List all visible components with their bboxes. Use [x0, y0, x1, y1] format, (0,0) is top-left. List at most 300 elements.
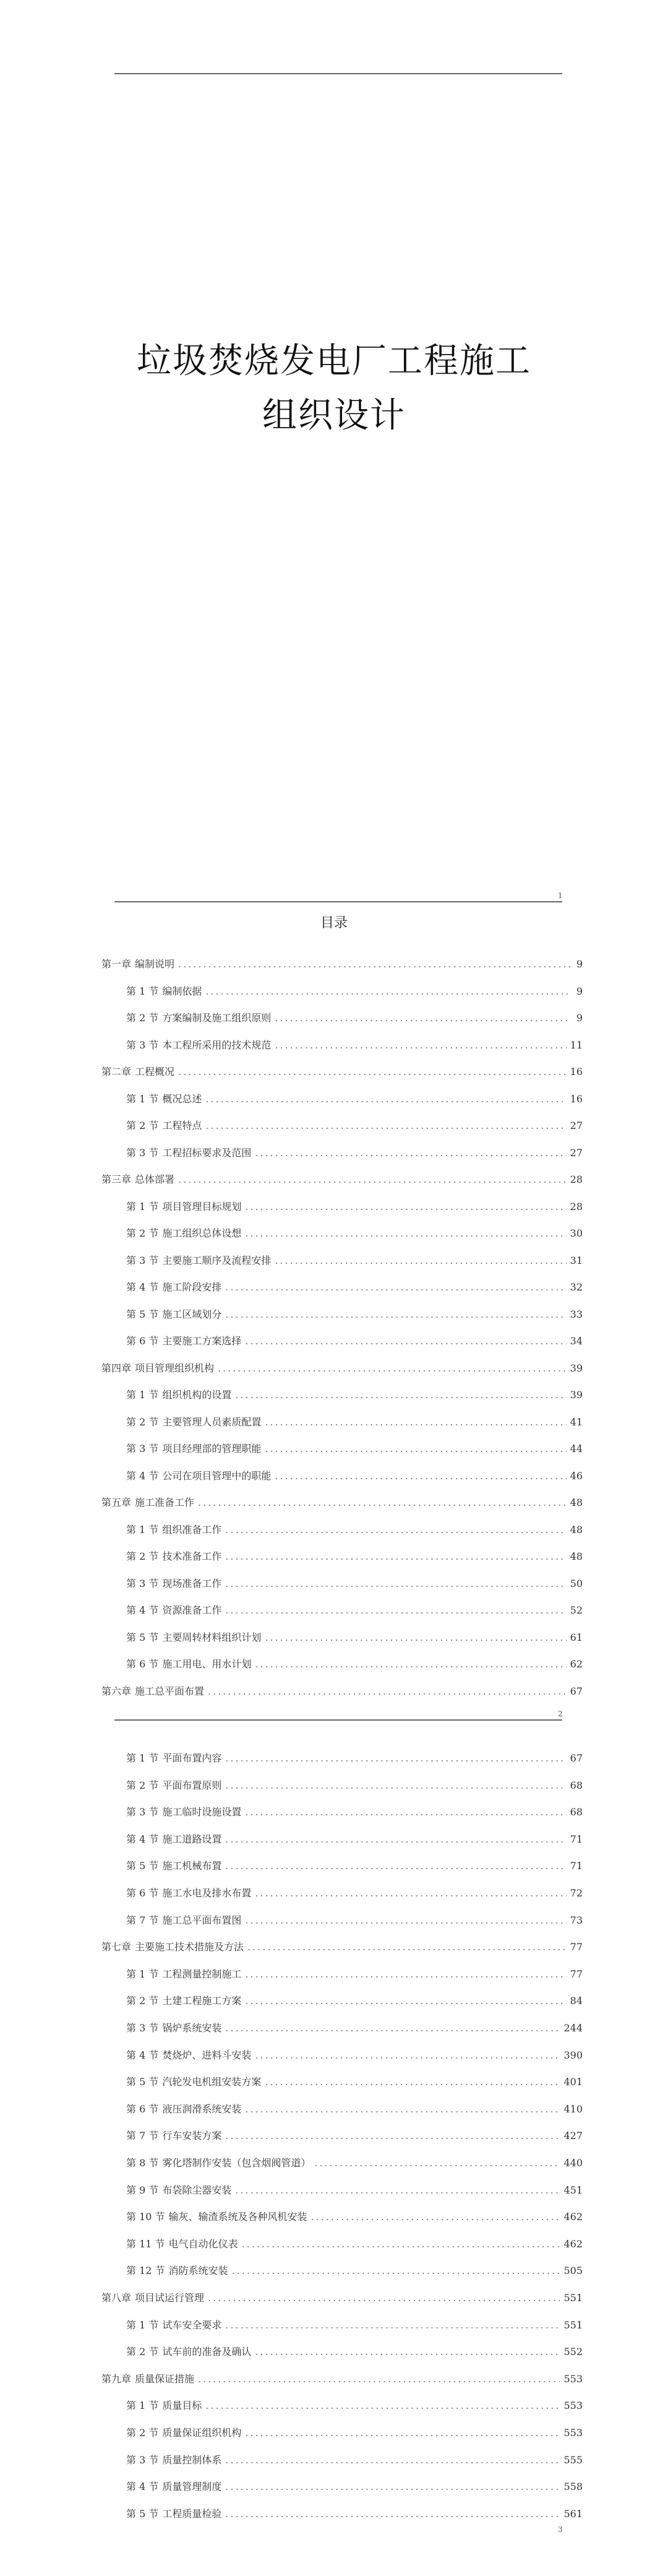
toc-section-entry[interactable]	[126, 2506, 583, 2525]
toc-entry-page: 68	[570, 1779, 583, 1791]
toc-entry-text: 质量控制体系	[162, 2454, 222, 2466]
toc-section-entry[interactable]	[126, 1010, 583, 1029]
toc-entry-number: 第 8 节	[126, 2157, 159, 2169]
toc-entry-text: 雾化塔制作安装（包含烟阀管道）	[162, 2157, 311, 2169]
toc-entry-text: 项目管理目标规划	[162, 1201, 242, 1212]
toc-title: 目录	[320, 915, 348, 931]
toc-section-entry[interactable]	[126, 1199, 583, 1217]
toc-entry-text: 施工总平面布置	[135, 1685, 205, 1697]
toc-entry-number: 第 4 节	[126, 1833, 159, 1845]
toc-entry-page: 462	[563, 2211, 583, 2223]
document-title	[0, 334, 668, 443]
toc-entry-text: 主要施工技术措施及方法	[135, 1941, 244, 1953]
toc-entry-label	[126, 1831, 221, 1846]
toc-entry-label	[101, 1064, 174, 1078]
toc-entry-page: 32	[570, 1281, 583, 1293]
toc-entry-label	[126, 1750, 221, 1765]
toc-entry-number: 第 1 节	[126, 1389, 159, 1401]
toc-section-entry[interactable]	[126, 1037, 583, 1056]
toc-entry-number: 第 2 节	[126, 2427, 159, 2439]
toc-entry-number: 第 3 节	[126, 2454, 159, 2466]
toc-section-entry[interactable]	[126, 1441, 583, 1459]
toc-chapter-entry[interactable]	[101, 1064, 583, 1083]
toc-entry-label	[126, 1630, 261, 1644]
toc-dot-leader	[314, 2157, 560, 2169]
toc-section-entry[interactable]	[126, 1576, 583, 1594]
toc-entry-number: 第二章	[101, 1066, 132, 1078]
toc-entry-number: 第 2 节	[126, 2346, 159, 2358]
toc-section-entry[interactable]	[126, 2209, 583, 2228]
toc-dot-leader	[275, 1470, 566, 1482]
toc-dot-leader	[225, 1833, 566, 1845]
toc-chapter-entry[interactable]	[101, 1172, 583, 1190]
toc-entry-label	[126, 1118, 202, 1132]
toc-dot-leader	[205, 1120, 566, 1131]
toc-dot-leader	[245, 1806, 566, 1818]
toc-entry-text: 焚烧炉、进料斗安装	[162, 2049, 252, 2061]
toc-section-entry[interactable]	[126, 1966, 583, 1985]
toc-section-entry[interactable]	[126, 2020, 583, 2039]
toc-dot-leader	[225, 1308, 566, 1320]
toc-entry-label	[126, 2479, 221, 2493]
toc-entry-page: 390	[563, 2049, 583, 2061]
toc-dot-leader	[225, 1524, 566, 1536]
toc-section-entry[interactable]	[126, 1333, 583, 1352]
toc-entry-text: 质量保证措施	[135, 2373, 195, 2385]
toc-entry-label	[126, 1037, 271, 1052]
toc-section-entry[interactable]	[126, 1225, 583, 1244]
toc-entry-page: 561	[563, 2508, 583, 2520]
toc-section-entry[interactable]	[126, 1549, 583, 1567]
toc-entry-page: 462	[563, 2238, 583, 2250]
toc-entry-label	[126, 1602, 221, 1617]
toc-entry-number: 第 5 节	[126, 1632, 159, 1643]
toc-section-entry[interactable]	[126, 2317, 583, 2336]
toc-entry-number: 第 3 节	[126, 1443, 159, 1454]
toc-entry-text: 施工用电、用水计划	[162, 1658, 252, 1670]
toc-entry-page: 451	[563, 2184, 583, 2196]
toc-entry-label	[126, 2101, 241, 2116]
toc-section-entry[interactable]	[126, 2128, 583, 2146]
toc-dot-leader	[178, 1173, 567, 1185]
toc-entry-page: 16	[570, 1066, 583, 1078]
toc-entry-text: 本工程所采用的技术规范	[162, 1039, 272, 1051]
toc-entry-number: 第 3 节	[126, 1039, 159, 1051]
toc-section-entry[interactable]	[126, 1750, 583, 1769]
toc-entry-text: 工程概况	[135, 1066, 175, 1078]
toc-entry-text: 质量目标	[162, 2400, 202, 2411]
toc-dot-leader	[245, 1968, 566, 1980]
toc-entry-label	[126, 2506, 221, 2520]
toc-entry-text: 施工阶段安排	[162, 1281, 222, 1293]
toc-entry-text: 施工区域划分	[162, 1308, 222, 1320]
toc-dot-leader	[255, 2346, 560, 2358]
toc-entry-text: 项目试运行管理	[135, 2292, 205, 2304]
toc-entry-number: 第 6 节	[126, 1658, 159, 1670]
toc-entry-number: 第 1 节	[126, 1093, 159, 1105]
toc-section-entry[interactable]	[126, 1118, 583, 1136]
title-line-1: 垃圾焚烧发电厂工程施工	[137, 341, 531, 381]
toc-dot-leader	[235, 1389, 566, 1401]
toc-entry-number: 第 2 节	[126, 1012, 159, 1024]
toc-entry-page: 427	[563, 2130, 583, 2142]
toc-dot-leader	[225, 1578, 566, 1589]
toc-entry-page: 555	[563, 2454, 583, 2466]
toc-entry-page: 50	[570, 1578, 583, 1589]
toc-entry-text: 概况总述	[162, 1093, 202, 1105]
toc-entry-page: 551	[563, 2319, 583, 2331]
toc-dot-leader	[247, 1941, 567, 1953]
toc-entry-page: 61	[570, 1632, 583, 1643]
toc-entry-page: 27	[570, 1120, 583, 1131]
toc-entry-number: 第 5 节	[126, 1860, 159, 1872]
page-number-3: 3	[558, 2525, 563, 2534]
toc-entry-label	[126, 2155, 310, 2169]
toc-entry-number: 第 2 节	[126, 1995, 159, 2007]
toc-entry-page: 71	[570, 1860, 583, 1872]
toc-entry-page: 34	[570, 1335, 583, 1347]
toc-entry-label	[126, 2317, 221, 2332]
toc-entry-text: 质量管理制度	[162, 2481, 222, 2492]
toc-entry-number: 第 6 节	[126, 1335, 159, 1347]
toc-entry-text: 汽轮发电机组安装方案	[162, 2076, 262, 2088]
toc-chapter-entry[interactable]	[101, 1683, 583, 1702]
toc-entry-text: 液压润滑系统安装	[162, 2103, 242, 2115]
toc-chapter-entry[interactable]	[101, 2371, 583, 2390]
toc-section-entry[interactable]	[126, 1468, 583, 1487]
toc-entry-number: 第 1 节	[126, 1968, 159, 1980]
toc-entry-label	[126, 1858, 221, 1872]
toc-entry-number: 第 4 节	[126, 1470, 159, 1482]
toc-entry-label	[126, 1414, 261, 1428]
toc-entry-number: 第 1 节	[126, 1524, 159, 1536]
toc-entry-label	[101, 1495, 194, 1509]
toc-entry-page: 11	[570, 1039, 583, 1051]
toc-section-entry[interactable]	[126, 1602, 583, 1621]
toc-entry-label	[126, 2344, 251, 2358]
toc-entry-number: 第 12 节	[126, 2265, 165, 2276]
toc-entry-label	[101, 1939, 244, 1953]
toc-section-entry[interactable]	[126, 1831, 583, 1850]
toc-entry-number: 第五章	[101, 1497, 132, 1508]
toc-entry-page: 28	[570, 1201, 583, 1212]
toc-dot-leader	[245, 1201, 566, 1212]
toc-dot-leader	[255, 1887, 566, 1899]
toc-section-entry[interactable]	[126, 2047, 583, 2066]
toc-dot-leader	[255, 1147, 566, 1159]
toc-entry-number: 第九章	[101, 2373, 132, 2385]
page-2-bottom-rule	[114, 1719, 562, 1721]
toc-entry-label	[126, 1656, 251, 1671]
toc-entry-label	[101, 1360, 214, 1375]
toc-entry-page: 9	[576, 1012, 583, 1024]
toc-section-entry[interactable]	[126, 1778, 583, 1796]
toc-section-entry[interactable]	[126, 1387, 583, 1406]
toc-section-entry[interactable]	[126, 2479, 583, 2497]
toc-dot-leader	[232, 2265, 560, 2276]
toc-entry-number: 第 10 节	[126, 2211, 165, 2223]
toc-entry-label	[126, 2128, 221, 2142]
toc-entry-number: 第 2 节	[126, 1227, 159, 1239]
toc-entry-text: 工程质量检验	[162, 2508, 222, 2520]
toc-chapter-entry[interactable]	[101, 1495, 583, 1513]
toc-entry-label	[126, 983, 202, 998]
toc-entry-text: 施工机械布置	[162, 1860, 222, 1872]
toc-section-entry[interactable]	[126, 1656, 583, 1675]
toc-entry-page: 9	[576, 985, 583, 997]
toc-dot-leader	[205, 2400, 560, 2411]
toc-section-entry[interactable]	[126, 1993, 583, 2012]
toc-section-entry[interactable]	[126, 1279, 583, 1298]
toc-dot-leader	[225, 1779, 566, 1791]
toc-entry-label	[126, 2425, 241, 2439]
toc-entry-text: 组织准备工作	[162, 1524, 222, 1536]
toc-entry-text: 项目管理组织机构	[135, 1362, 215, 1374]
toc-entry-text: 工程测量控制施工	[162, 1968, 242, 1980]
toc-dot-leader	[225, 2508, 560, 2520]
toc-entry-page: 553	[563, 2427, 583, 2439]
toc-dot-leader	[225, 1752, 566, 1764]
toc-section-entry[interactable]	[126, 1913, 583, 1931]
toc-entry-number: 第三章	[101, 1173, 132, 1185]
toc-entry-text: 试车前的准备及确认	[162, 2346, 252, 2358]
toc-dot-leader	[265, 2076, 560, 2088]
toc-entry-text: 组织机构的设置	[162, 1389, 232, 1401]
toc-entry-number: 第 2 节	[126, 1550, 159, 1562]
toc-dot-leader	[225, 1550, 566, 1562]
toc-entry-number: 第 9 节	[126, 2184, 159, 2196]
toc-entry-text: 主要周转材料组织计划	[162, 1632, 262, 1643]
toc-dot-leader	[245, 2103, 560, 2115]
toc-entry-text: 布袋除尘器安装	[162, 2184, 232, 2196]
toc-section-entry[interactable]	[126, 2236, 583, 2255]
toc-entry-number: 第 2 节	[126, 1779, 159, 1791]
toc-dot-leader	[245, 1227, 566, 1239]
toc-dot-leader	[225, 2130, 560, 2142]
toc-dot-leader	[225, 2022, 560, 2034]
page-1-bottom-rule	[114, 901, 562, 902]
toc-dot-leader	[265, 1632, 566, 1643]
toc-entry-text: 项目经理部的管理职能	[162, 1443, 262, 1454]
toc-section-entry[interactable]	[126, 1091, 583, 1110]
toc-entry-page: 48	[570, 1524, 583, 1536]
toc-section-entry[interactable]	[126, 2425, 583, 2444]
toc-entry-text: 编制依据	[162, 985, 202, 997]
toc-entry-label	[126, 1778, 221, 1792]
toc-entry-page: 401	[563, 2076, 583, 2088]
toc-dot-leader	[235, 2184, 560, 2196]
toc-section-entry[interactable]	[126, 1858, 583, 1877]
toc-section-entry[interactable]	[126, 1522, 583, 1541]
toc-dot-leader	[225, 1604, 566, 1616]
toc-entry-page: 73	[570, 1914, 583, 1926]
toc-dot-leader	[218, 1362, 567, 1374]
toc-chapter-entry[interactable]	[101, 2290, 583, 2309]
toc-entry-number: 第 7 节	[126, 2130, 159, 2142]
toc-entry-page: 41	[570, 1416, 583, 1428]
toc-dot-leader	[198, 1497, 567, 1508]
toc-entry-page: 48	[570, 1550, 583, 1562]
toc-entry-page: 71	[570, 1833, 583, 1845]
toc-entry-number: 第四章	[101, 1362, 132, 1374]
toc-chapter-entry[interactable]	[101, 1939, 583, 1958]
toc-entry-text: 输灰、输渣系统及各种风机安装	[168, 2211, 307, 2223]
toc-entry-number: 第八章	[101, 2292, 132, 2304]
toc-entry-number: 第 3 节	[126, 1578, 159, 1589]
toc-dot-leader	[178, 1066, 567, 1078]
toc-entry-label	[126, 1576, 221, 1590]
toc-section-entry[interactable]	[126, 1145, 583, 1164]
toc-section-entry[interactable]	[126, 1307, 583, 1325]
toc-entry-page: 33	[570, 1308, 583, 1320]
page-number-1: 1	[558, 891, 563, 900]
toc-entry-page: 16	[570, 1093, 583, 1105]
toc-entry-label	[126, 1225, 241, 1240]
toc-entry-page: 9	[576, 958, 583, 970]
toc-section-entry[interactable]	[126, 1885, 583, 1904]
toc-entry-number: 第 3 节	[126, 2022, 159, 2034]
toc-chapter-entry[interactable]	[101, 956, 583, 975]
toc-entry-label	[126, 1307, 221, 1321]
toc-entry-page: 46	[570, 1470, 583, 1482]
toc-entry-page: 77	[570, 1941, 583, 1953]
toc-entry-page: 28	[570, 1173, 583, 1185]
toc-entry-label	[101, 1172, 174, 1186]
toc-entry-text: 锅炉系统安装	[162, 2022, 222, 2034]
toc-entry-text: 土建工程施工方案	[162, 1995, 242, 2007]
toc-entry-text: 试车安全要求	[162, 2319, 222, 2331]
toc-entry-label	[126, 1966, 241, 1981]
toc-entry-text: 平面布置内容	[162, 1752, 222, 1764]
toc-entry-page: 67	[570, 1752, 583, 1764]
toc-entry-label	[126, 2452, 221, 2466]
toc-dot-leader	[225, 2454, 560, 2466]
toc-entry-text: 技术准备工作	[162, 1550, 222, 1562]
toc-entry-label	[126, 1468, 271, 1482]
toc-entry-number: 第 5 节	[126, 2508, 159, 2520]
toc-dot-leader	[225, 2319, 560, 2331]
toc-dot-leader	[245, 1995, 566, 2007]
toc-entry-page: 558	[563, 2481, 583, 2492]
toc-entry-label	[126, 2047, 251, 2062]
toc-entry-number: 第 5 节	[126, 2076, 159, 2088]
toc-dot-leader	[205, 1093, 566, 1105]
toc-entry-number: 第 6 节	[126, 1887, 159, 1899]
toc-section-entry[interactable]	[126, 2452, 583, 2471]
toc-entry-label	[126, 1145, 251, 1159]
toc-chapter-entry[interactable]	[101, 1360, 583, 1379]
toc-dot-leader	[225, 1281, 566, 1293]
toc-section-entry[interactable]	[126, 1804, 583, 1823]
toc-dot-leader	[265, 1416, 566, 1428]
toc-entry-page: 30	[570, 1227, 583, 1239]
toc-entry-label	[126, 1885, 251, 1900]
toc-entry-text: 质量保证组织机构	[162, 2427, 242, 2439]
toc-entry-text: 消防系统安装	[168, 2265, 228, 2276]
toc-entry-label	[126, 2236, 238, 2250]
toc-entry-text: 电气自动化仪表	[168, 2238, 238, 2250]
toc-section-entry[interactable]	[126, 1630, 583, 1648]
toc-entry-label	[126, 1253, 271, 1267]
toc-entry-number: 第六章	[101, 1685, 132, 1697]
toc-section-entry[interactable]	[126, 1253, 583, 1271]
toc-entry-number: 第 5 节	[126, 1308, 159, 1320]
toc-entry-page: 31	[570, 1255, 583, 1266]
toc-entry-page: 84	[570, 1995, 583, 2007]
toc-section-entry[interactable]	[126, 2263, 583, 2281]
toc-entry-number: 第 4 节	[126, 2481, 159, 2492]
toc-entry-number: 第一章	[101, 958, 132, 970]
toc-entry-number: 第 1 节	[126, 2400, 159, 2411]
toc-entry-number: 第 1 节	[126, 1752, 159, 1764]
toc-dot-leader	[208, 2292, 560, 2304]
toc-dot-leader	[245, 2427, 560, 2439]
toc-entry-page: 62	[570, 1658, 583, 1670]
toc-entry-number: 第 3 节	[126, 1255, 159, 1266]
toc-entry-number: 第 1 节	[126, 1201, 159, 1212]
toc-entry-text: 工程特点	[162, 1120, 202, 1131]
toc-dot-leader	[265, 1443, 566, 1454]
toc-entry-label	[101, 2290, 204, 2304]
toc-dot-leader	[311, 2211, 560, 2223]
toc-entry-text: 施工总平面布置图	[162, 1914, 242, 1926]
toc-entry-text: 平面布置原则	[162, 1779, 222, 1791]
toc-entry-text: 主要管理人员素质配置	[162, 1416, 262, 1428]
toc-section-entry[interactable]	[126, 2155, 583, 2174]
toc-entry-page: 440	[563, 2157, 583, 2169]
toc-entry-text: 公司在项目管理中的职能	[162, 1470, 272, 1482]
toc-entry-text: 资源准备工作	[162, 1604, 222, 1616]
toc-entry-label	[126, 1333, 241, 1347]
toc-section-entry[interactable]	[126, 1414, 583, 1433]
toc-entry-text: 方案编制及施工组织原则	[162, 1012, 272, 1024]
toc-entry-label	[126, 1279, 221, 1294]
toc-dot-leader	[275, 1255, 566, 1266]
toc-entry-number: 第 3 节	[126, 1806, 159, 1818]
toc-section-entry[interactable]	[126, 2074, 583, 2093]
toc-dot-leader	[275, 1039, 566, 1051]
toc-entry-number: 第 4 节	[126, 1604, 159, 1616]
toc-dot-leader	[245, 1335, 566, 1347]
toc-entry-label	[126, 2209, 307, 2223]
toc-section-entry[interactable]	[126, 2182, 583, 2201]
toc-dot-leader	[255, 2049, 560, 2061]
toc-dot-leader	[245, 1914, 566, 1926]
toc-section-entry[interactable]	[126, 2101, 583, 2120]
toc-section-entry[interactable]	[126, 2344, 583, 2362]
toc-entry-page: 552	[563, 2346, 583, 2358]
toc-entry-number: 第 1 节	[126, 2319, 159, 2331]
toc-entry-number: 第 4 节	[126, 2049, 159, 2061]
toc-entry-label	[126, 1913, 241, 1927]
toc-entry-text: 现场准备工作	[162, 1578, 222, 1589]
toc-entry-text: 施工准备工作	[135, 1497, 195, 1508]
toc-entry-label	[126, 2263, 228, 2277]
toc-entry-label	[126, 2398, 202, 2412]
toc-entry-text: 行车安装方案	[162, 2130, 222, 2142]
toc-entry-label	[126, 1441, 261, 1455]
toc-entry-label	[126, 1387, 231, 1401]
toc-entry-number: 第 1 节	[126, 985, 159, 997]
toc-section-entry[interactable]	[126, 2398, 583, 2416]
toc-dot-leader	[225, 1860, 566, 1872]
toc-entry-page: 72	[570, 1887, 583, 1899]
toc-entry-page: 553	[563, 2400, 583, 2411]
toc-entry-page: 52	[570, 1604, 583, 1616]
toc-section-entry[interactable]	[126, 983, 583, 1002]
toc-dot-leader	[208, 1685, 567, 1697]
toc-entry-label	[126, 2182, 231, 2197]
